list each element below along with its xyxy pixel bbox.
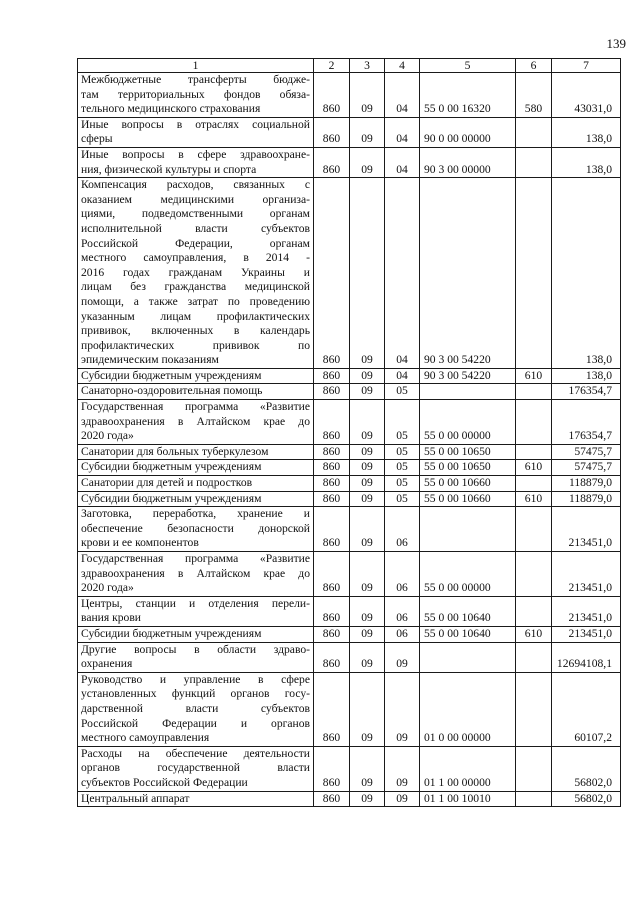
row-name-line: Иные вопросы в сфере здравоохране- xyxy=(81,147,310,161)
target-article-cell: 55 0 00 00000 xyxy=(420,552,516,597)
target-article-cell: 90 3 00 00000 xyxy=(420,147,516,177)
expense-type-cell xyxy=(516,384,552,400)
row-name-cell xyxy=(78,384,314,400)
row-name-line: Субсидии бюджетным учреждениям xyxy=(81,460,262,474)
table-row xyxy=(78,791,621,807)
expense-type-cell xyxy=(516,117,552,147)
amount-cell: 56802,0 xyxy=(552,791,621,807)
expense-type-cell: 610 xyxy=(516,460,552,476)
section-cell: 09 xyxy=(350,552,385,597)
row-name-cell xyxy=(78,552,314,597)
target-article-cell: 90 0 00 00000 xyxy=(420,117,516,147)
subsection-cell: 06 xyxy=(385,596,420,626)
grbs-cell: 860 xyxy=(314,460,350,476)
section-cell: 09 xyxy=(350,791,385,807)
row-name-line: Российской Федерации, органам xyxy=(81,236,310,250)
target-article-cell: 55 0 00 10640 xyxy=(420,626,516,642)
amount-cell: 56802,0 xyxy=(552,746,621,791)
row-name-line: 2020 года» xyxy=(81,581,134,595)
expense-type-cell xyxy=(516,791,552,807)
target-article-cell: 55 0 00 10640 xyxy=(420,596,516,626)
table-row xyxy=(78,746,621,791)
header-cell: 7 xyxy=(552,59,621,73)
target-article-cell: 55 0 00 10650 xyxy=(420,444,516,460)
subsection-cell: 06 xyxy=(385,626,420,642)
expense-type-cell xyxy=(516,746,552,791)
header-cell: 4 xyxy=(385,59,420,73)
row-name-line: органов государственной власти xyxy=(81,761,310,775)
section-cell: 09 xyxy=(350,368,385,384)
section-cell: 09 xyxy=(350,476,385,492)
expense-type-cell: 610 xyxy=(516,368,552,384)
amount-cell: 176354,7 xyxy=(552,400,621,445)
grbs-cell: 860 xyxy=(314,117,350,147)
table-row xyxy=(78,672,621,746)
row-name-cell xyxy=(78,791,314,807)
section-cell: 09 xyxy=(350,147,385,177)
row-name-line: Субсидии бюджетным учреждениям xyxy=(81,491,262,505)
header-cell: 6 xyxy=(516,59,552,73)
section-cell: 09 xyxy=(350,384,385,400)
amount-cell: 43031,0 xyxy=(552,73,621,118)
row-name-cell xyxy=(78,444,314,460)
amount-cell: 138,0 xyxy=(552,117,621,147)
row-name-line: Субсидии бюджетным учреждениям xyxy=(81,368,262,382)
target-article-cell: 55 0 00 10650 xyxy=(420,460,516,476)
row-name-line: обеспечение безопасности донорской xyxy=(81,521,310,535)
subsection-cell: 04 xyxy=(385,368,420,384)
section-cell: 09 xyxy=(350,444,385,460)
subsection-cell: 04 xyxy=(385,178,420,369)
target-article-cell: 01 0 00 00000 xyxy=(420,672,516,746)
table-row xyxy=(78,596,621,626)
expense-type-cell xyxy=(516,552,552,597)
row-name-line: установленных функций органов госу- xyxy=(81,687,310,701)
row-name-cell xyxy=(78,746,314,791)
row-name-line: лицам без гражданства медицинской xyxy=(81,280,310,294)
subsection-cell: 05 xyxy=(385,400,420,445)
expense-type-cell xyxy=(516,507,552,552)
header-row xyxy=(78,59,621,73)
amount-cell: 12694108,1 xyxy=(552,642,621,672)
section-cell: 09 xyxy=(350,73,385,118)
subsection-cell: 05 xyxy=(385,491,420,507)
row-name-line: Санатории для детей и подростков xyxy=(81,476,253,490)
amount-cell: 213451,0 xyxy=(552,596,621,626)
section-cell: 09 xyxy=(350,400,385,445)
amount-cell: 118879,0 xyxy=(552,476,621,492)
header-cell: 2 xyxy=(314,59,350,73)
expense-type-cell xyxy=(516,596,552,626)
target-article-cell xyxy=(420,507,516,552)
amount-cell: 138,0 xyxy=(552,178,621,369)
section-cell: 09 xyxy=(350,178,385,369)
row-name-line: профилактических прививок по xyxy=(81,338,310,352)
row-name-line: помощи, а также затрат по проведению xyxy=(81,294,310,308)
table-row xyxy=(78,384,621,400)
row-name-line: циями, подведомственными органам xyxy=(81,207,310,221)
target-article-cell: 01 1 00 10010 xyxy=(420,791,516,807)
grbs-cell: 860 xyxy=(314,642,350,672)
page-number: 139 xyxy=(606,36,626,51)
row-name-line: Государственная программа «Развитие xyxy=(81,552,310,565)
amount-cell: 57475,7 xyxy=(552,444,621,460)
table-row xyxy=(78,626,621,642)
section-cell: 09 xyxy=(350,491,385,507)
subsection-cell: 04 xyxy=(385,73,420,118)
row-name-cell xyxy=(78,596,314,626)
section-cell: 09 xyxy=(350,507,385,552)
table-row xyxy=(78,73,621,118)
amount-cell: 213451,0 xyxy=(552,626,621,642)
amount-cell: 60107,2 xyxy=(552,672,621,746)
row-name-cell xyxy=(78,368,314,384)
row-name-line: эпидемическим показаниям xyxy=(81,353,219,367)
target-article-cell: 55 0 00 10660 xyxy=(420,491,516,507)
row-name-line: указанным лицам профилактических xyxy=(81,309,310,323)
row-name-cell xyxy=(78,73,314,118)
row-name-cell xyxy=(78,507,314,552)
subsection-cell: 09 xyxy=(385,791,420,807)
row-name-line: вания крови xyxy=(81,611,142,625)
row-name-cell xyxy=(78,476,314,492)
row-name-line: Центры, станции и отделения перели- xyxy=(81,596,310,610)
grbs-cell: 860 xyxy=(314,491,350,507)
grbs-cell: 860 xyxy=(314,791,350,807)
subsection-cell: 04 xyxy=(385,147,420,177)
grbs-cell: 860 xyxy=(314,507,350,552)
amount-cell: 213451,0 xyxy=(552,552,621,597)
row-name-line: Санатории для больных туберкулезом xyxy=(81,444,269,458)
grbs-cell: 860 xyxy=(314,178,350,369)
grbs-cell: 860 xyxy=(314,147,350,177)
expense-type-cell xyxy=(516,672,552,746)
table-row xyxy=(78,491,621,507)
grbs-cell: 860 xyxy=(314,400,350,445)
grbs-cell: 860 xyxy=(314,746,350,791)
row-name-cell xyxy=(78,460,314,476)
grbs-cell: 860 xyxy=(314,626,350,642)
row-name-line: местного самоуправления xyxy=(81,731,210,745)
expense-type-cell xyxy=(516,476,552,492)
row-name-line: Российской Федерации и органов xyxy=(81,716,310,730)
target-article-cell: 90 3 00 54220 xyxy=(420,178,516,369)
grbs-cell: 860 xyxy=(314,596,350,626)
table-row xyxy=(78,400,621,445)
row-name-line: Расходы на обеспечение деятельности xyxy=(81,746,310,760)
amount-cell: 118879,0 xyxy=(552,491,621,507)
header-cell: 3 xyxy=(350,59,385,73)
grbs-cell: 860 xyxy=(314,368,350,384)
row-name-line: дарственной власти субъектов xyxy=(81,701,310,715)
subsection-cell: 04 xyxy=(385,117,420,147)
row-name-line: субъектов Российской Федерации xyxy=(81,775,248,789)
amount-cell: 138,0 xyxy=(552,368,621,384)
section-cell: 09 xyxy=(350,642,385,672)
subsection-cell: 05 xyxy=(385,476,420,492)
grbs-cell: 860 xyxy=(314,672,350,746)
row-name-line: Компенсация расходов, связанных с xyxy=(81,178,310,192)
subsection-cell: 05 xyxy=(385,460,420,476)
table-row xyxy=(78,476,621,492)
table-row xyxy=(78,147,621,177)
section-cell: 09 xyxy=(350,117,385,147)
row-name-line: местного самоуправления, в 2014 - xyxy=(81,251,310,265)
table-row xyxy=(78,178,621,369)
section-cell: 09 xyxy=(350,626,385,642)
section-cell: 09 xyxy=(350,746,385,791)
row-name-line: Заготовка, переработка, хранение и xyxy=(81,507,310,521)
row-name-cell xyxy=(78,178,314,369)
table-row xyxy=(78,368,621,384)
subsection-cell: 05 xyxy=(385,384,420,400)
row-name-line: Санаторно-оздоровительная помощь xyxy=(81,384,263,398)
row-name-cell xyxy=(78,642,314,672)
amount-cell: 57475,7 xyxy=(552,460,621,476)
header-cell: 1 xyxy=(78,59,314,73)
row-name-line: 2016 годах гражданам Украины и xyxy=(81,265,310,279)
expense-type-cell xyxy=(516,178,552,369)
row-name-line: Межбюджетные трансферты бюдже- xyxy=(81,73,310,86)
row-name-line: здравоохранения в Алтайском крае до xyxy=(81,414,310,428)
grbs-cell: 860 xyxy=(314,384,350,400)
target-article-cell: 55 0 00 16320 xyxy=(420,73,516,118)
row-name-line: Иные вопросы в отраслях социальной xyxy=(81,117,310,131)
row-name-line: исполнительной власти субъектов xyxy=(81,221,310,235)
grbs-cell: 860 xyxy=(314,73,350,118)
row-name-cell xyxy=(78,147,314,177)
row-name-cell xyxy=(78,117,314,147)
row-name-line: крови и ее компонентов xyxy=(81,536,199,550)
section-cell: 09 xyxy=(350,672,385,746)
row-name-line: сферы xyxy=(81,132,113,146)
row-name-line: Другие вопросы в области здраво- xyxy=(81,642,310,656)
table-row xyxy=(78,444,621,460)
row-name-line: там территориальных фондов обяза- xyxy=(81,87,310,101)
table-row xyxy=(78,642,621,672)
amount-cell: 138,0 xyxy=(552,147,621,177)
target-article-cell xyxy=(420,384,516,400)
expense-type-cell: 580 xyxy=(516,73,552,118)
row-name-line: здравоохранения в Алтайском крае до xyxy=(81,566,310,580)
expense-type-cell xyxy=(516,642,552,672)
row-name-cell xyxy=(78,491,314,507)
subsection-cell: 09 xyxy=(385,642,420,672)
section-cell: 09 xyxy=(350,596,385,626)
table-row xyxy=(78,117,621,147)
row-name-line: ния, физической культуры и спорта xyxy=(81,162,257,176)
row-name-line: Государственная программа «Развитие xyxy=(81,400,310,414)
subsection-cell: 09 xyxy=(385,672,420,746)
row-name-line: Руководство и управление в сфере xyxy=(81,672,310,686)
row-name-cell xyxy=(78,400,314,445)
subsection-cell: 06 xyxy=(385,552,420,597)
expense-type-cell xyxy=(516,444,552,460)
table-body xyxy=(78,73,621,807)
row-name-line: Субсидии бюджетным учреждениям xyxy=(81,626,262,640)
table-row xyxy=(78,460,621,476)
row-name-line: прививок, включенных в календарь xyxy=(81,324,310,338)
row-name-cell xyxy=(78,672,314,746)
section-cell: 09 xyxy=(350,460,385,476)
row-name-line: 2020 года» xyxy=(81,429,134,443)
grbs-cell: 860 xyxy=(314,476,350,492)
target-article-cell: 90 3 00 54220 xyxy=(420,368,516,384)
row-name-line: тельного медицинского страхования xyxy=(81,102,261,116)
row-name-line: оказанием медицинскими организа- xyxy=(81,192,310,206)
expense-type-cell xyxy=(516,400,552,445)
row-name-line: охранения xyxy=(81,657,133,671)
grbs-cell: 860 xyxy=(314,444,350,460)
target-article-cell: 55 0 00 00000 xyxy=(420,400,516,445)
target-article-cell: 01 1 00 00000 xyxy=(420,746,516,791)
expense-type-cell xyxy=(516,147,552,177)
budget-table xyxy=(77,58,621,807)
subsection-cell: 06 xyxy=(385,507,420,552)
amount-cell: 176354,7 xyxy=(552,384,621,400)
table-row xyxy=(78,552,621,597)
table-row xyxy=(78,507,621,552)
expense-type-cell: 610 xyxy=(516,491,552,507)
expense-type-cell: 610 xyxy=(516,626,552,642)
subsection-cell: 09 xyxy=(385,746,420,791)
grbs-cell: 860 xyxy=(314,552,350,597)
header-cell: 5 xyxy=(420,59,516,73)
row-name-line: Центральный аппарат xyxy=(81,791,190,805)
target-article-cell: 55 0 00 10660 xyxy=(420,476,516,492)
row-name-cell xyxy=(78,626,314,642)
target-article-cell xyxy=(420,642,516,672)
subsection-cell: 05 xyxy=(385,444,420,460)
amount-cell: 213451,0 xyxy=(552,507,621,552)
